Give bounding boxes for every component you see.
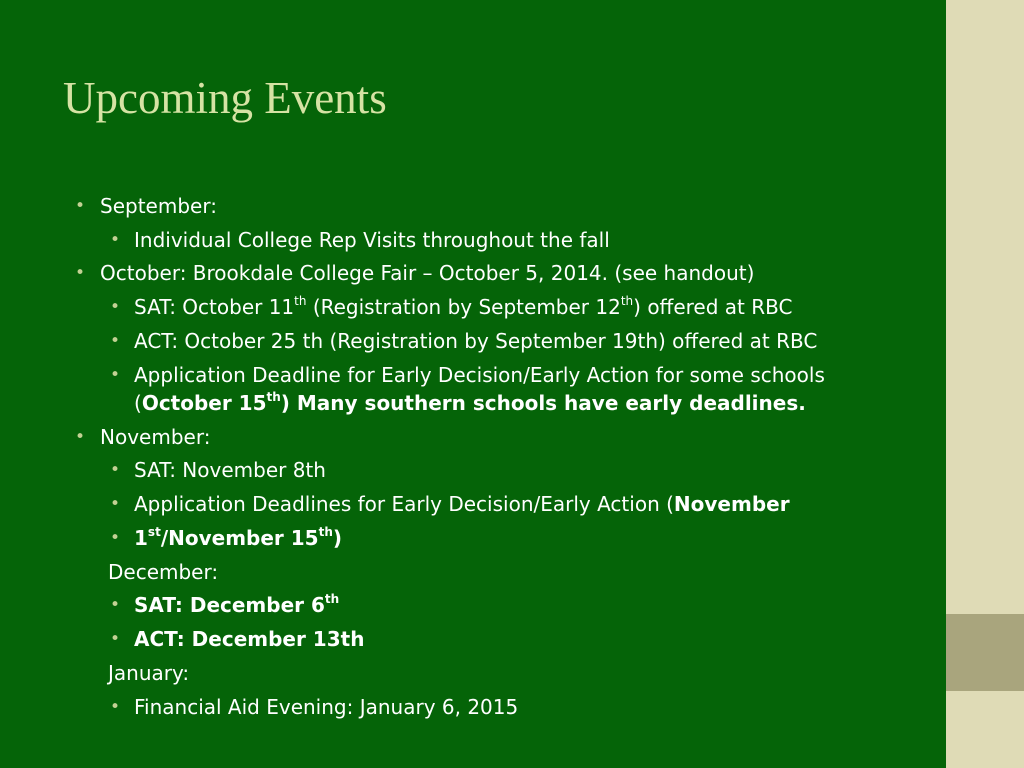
bullet-financial-aid: • Financial Aid Evening: January 6, 2015 xyxy=(134,694,518,720)
paren-close: ) xyxy=(332,526,342,550)
superscript: th xyxy=(266,390,281,405)
bullet-application-deadline xyxy=(134,362,825,388)
superscript: th xyxy=(294,294,307,309)
deadline-note: ) Many southern schools have early deadlines. xyxy=(280,391,806,415)
bullet-sat-december xyxy=(134,592,339,618)
bullet-sat-november: • SAT: November 8th xyxy=(134,457,326,483)
bullet-october: • October: Brookdale College Fair – October 5, 2014. (see handout) xyxy=(100,260,754,286)
app-deadlines-month: November xyxy=(673,492,790,516)
paren-open: ( xyxy=(134,391,142,415)
heading-january: January: xyxy=(108,661,190,685)
bullet-act-october: • ACT: October 25 th (Registration by September 19th) offered at RBC xyxy=(134,328,817,354)
sat-december-text: SAT: December 6 xyxy=(134,593,325,617)
act-december-text: ACT: December 13th xyxy=(134,627,365,651)
bullet-app-deadlines-november xyxy=(134,491,790,517)
bullet-september: • September: xyxy=(100,193,217,219)
application-deadline-line1: • Application Deadline for Early Decision/Early Action for some schools xyxy=(134,363,825,387)
side-accent-block xyxy=(946,614,1024,691)
sat-october-registration: (Registration by September 12 xyxy=(306,295,621,319)
slide-title: Upcoming Events xyxy=(63,73,387,123)
bullet-sat-october xyxy=(134,294,792,320)
nov-date-1: 1 xyxy=(134,526,148,550)
app-deadlines-text: Application Deadlines for Early Decision/Early Action ( xyxy=(134,492,674,516)
superscript: th xyxy=(324,592,340,607)
bullet-november-dates xyxy=(134,525,342,551)
superscript: st xyxy=(147,525,161,540)
superscript: th xyxy=(620,294,634,309)
bullet-act-december xyxy=(134,626,364,652)
superscript: th xyxy=(318,525,333,540)
nov-date-2: /November 15 xyxy=(160,526,319,550)
bullet-rep-visits: • Individual College Rep Visits throughout the fall xyxy=(134,227,610,253)
sat-october-text: SAT: October 11 xyxy=(134,295,295,319)
application-deadline-line2 xyxy=(134,390,806,416)
deadline-date: October 15 xyxy=(141,391,267,415)
sat-october-location: ) offered at RBC xyxy=(633,295,793,319)
bullet-november: • November: xyxy=(100,424,210,450)
heading-december: December: xyxy=(108,560,219,584)
